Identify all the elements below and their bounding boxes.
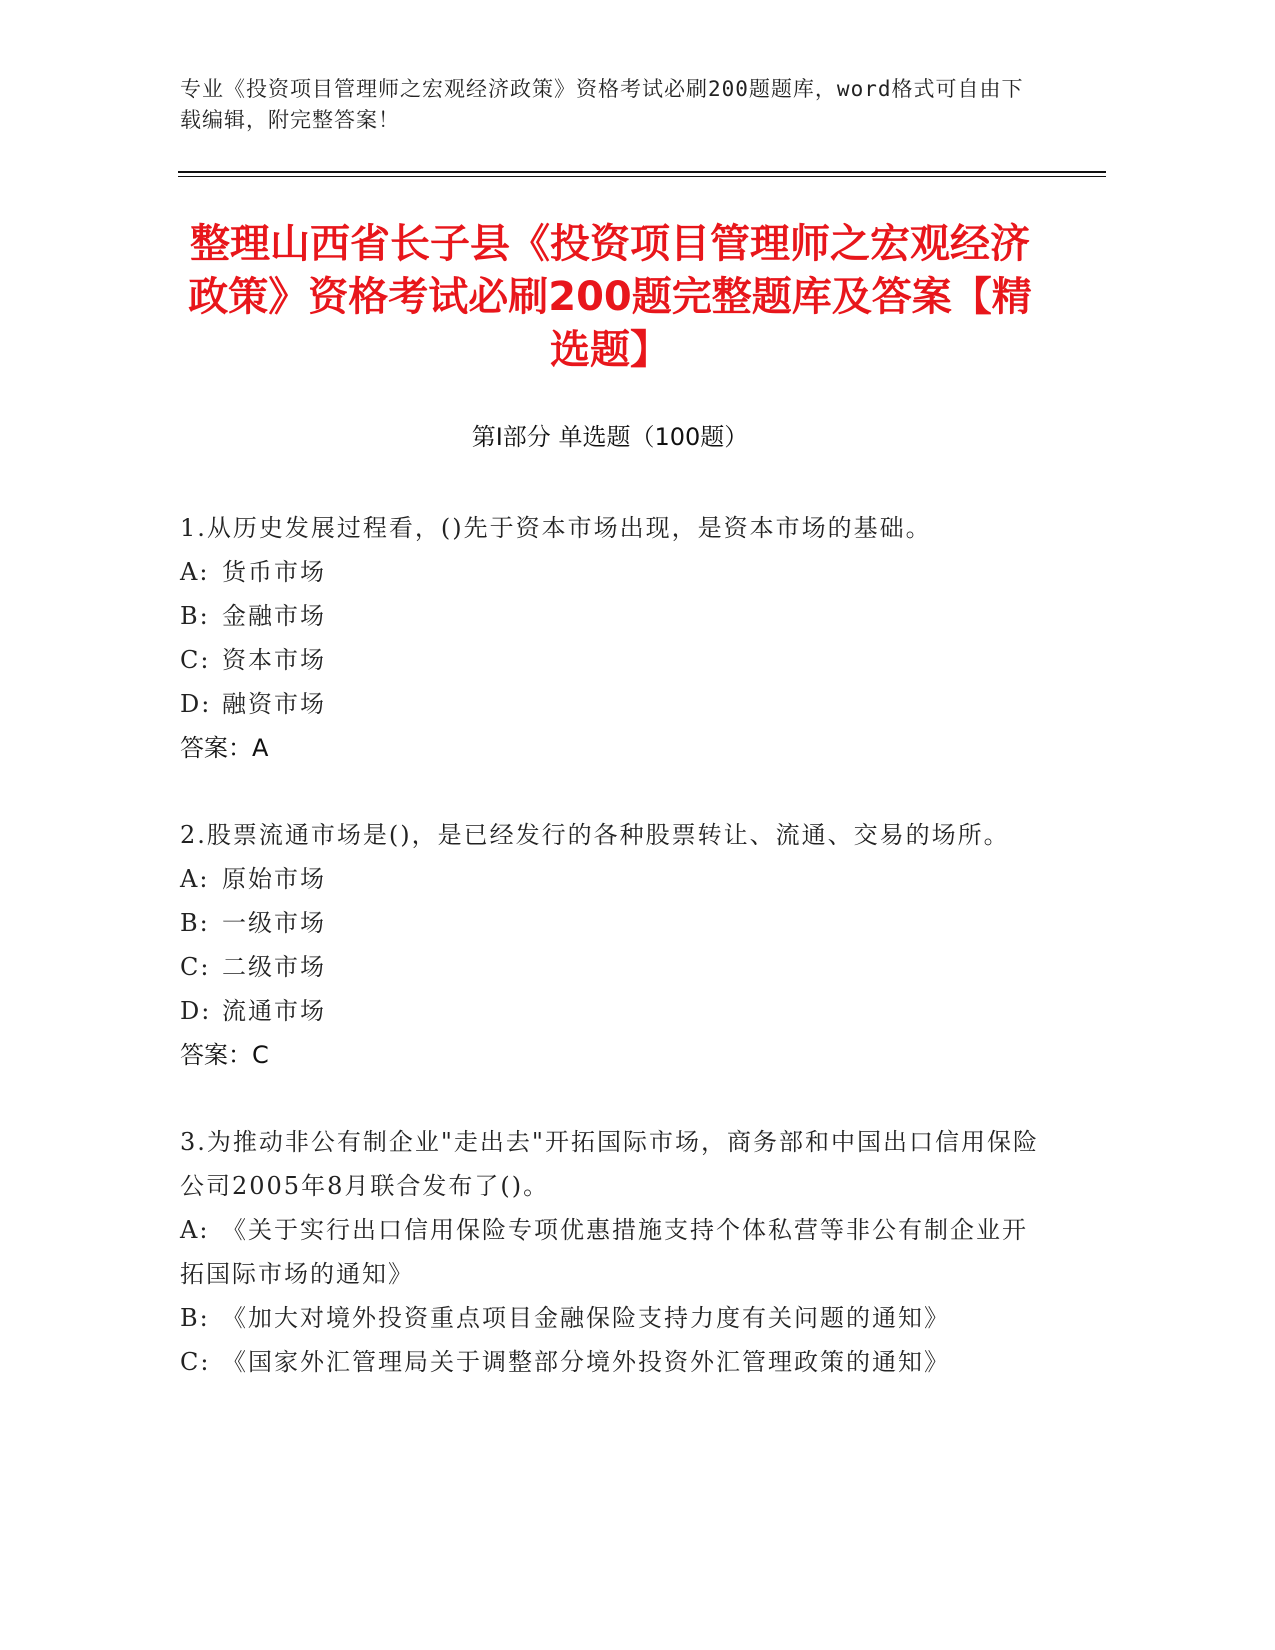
answer: 答案：A (180, 734, 269, 762)
option-a (180, 1208, 1040, 1296)
option-key: B: (180, 909, 210, 937)
question-3 (180, 1120, 1040, 1384)
option-c (180, 945, 1040, 989)
option-key: B: (180, 1304, 210, 1332)
option-key: C: (180, 953, 211, 981)
option-key: A: (180, 865, 210, 893)
option-d (180, 682, 1040, 726)
option-text: 流通市场 (222, 997, 326, 1025)
option-c (180, 638, 1040, 682)
option-a (180, 550, 1040, 594)
option-key: C: (180, 646, 211, 674)
option-d (180, 989, 1040, 1033)
option-key: A: (180, 558, 210, 586)
question-list (180, 506, 1040, 1427)
question-text: 1.从历史发展过程看，()先于资本市场出现，是资本市场的基础。 (180, 514, 932, 542)
document-title: 整理山西省长子县《投资项目管理师之宏观经济政策》资格考试必刷200题完整题库及答案【精选题】 (188, 221, 1032, 373)
option-text: 《加大对境外投资重点项目金融保险支持力度有关问题的通知》 (222, 1304, 950, 1332)
question-text: 3.为推动非公有制企业"走出去"开拓国际市场，商务部和中国出口信用保险公司2005年8月联合发布了()。 (180, 1128, 1039, 1200)
option-text: 《关于实行出口信用保险专项优惠措施支持个体私营等非公有制企业开拓国际市场的通知》 (180, 1216, 1028, 1288)
option-text: 二级市场 (222, 953, 326, 981)
header-note: 专业《投资项目管理师之宏观经济政策》资格考试必刷200题题库，word格式可自由下载编辑，附完整答案！ (180, 77, 1024, 132)
option-key: A: (180, 1216, 210, 1244)
option-text: 融资市场 (222, 690, 326, 718)
option-a (180, 857, 1040, 901)
question-text: 2.股票流通市场是()，是已经发行的各种股票转让、流通、交易的场所。 (180, 821, 1010, 849)
option-text: 资本市场 (222, 646, 326, 674)
header-divider-thick (178, 171, 1106, 173)
option-key: D: (180, 997, 212, 1025)
option-text: 金融市场 (222, 602, 326, 630)
option-text: 原始市场 (222, 865, 326, 893)
option-text: 《国家外汇管理局关于调整部分境外投资外汇管理政策的通知》 (222, 1348, 950, 1376)
option-b (180, 1296, 1040, 1340)
section-title: 第Ⅰ部分 单选题（100题） (471, 423, 749, 451)
option-b (180, 901, 1040, 945)
option-text: 货币市场 (222, 558, 326, 586)
option-text: 一级市场 (222, 909, 326, 937)
header-divider-thin (178, 176, 1106, 177)
option-b (180, 594, 1040, 638)
option-c (180, 1340, 1040, 1384)
answer: 答案：C (180, 1041, 269, 1069)
option-key: B: (180, 602, 210, 630)
question-2 (180, 813, 1040, 1077)
question-1 (180, 506, 1040, 770)
option-key: D: (180, 690, 212, 718)
option-key: C: (180, 1348, 211, 1376)
